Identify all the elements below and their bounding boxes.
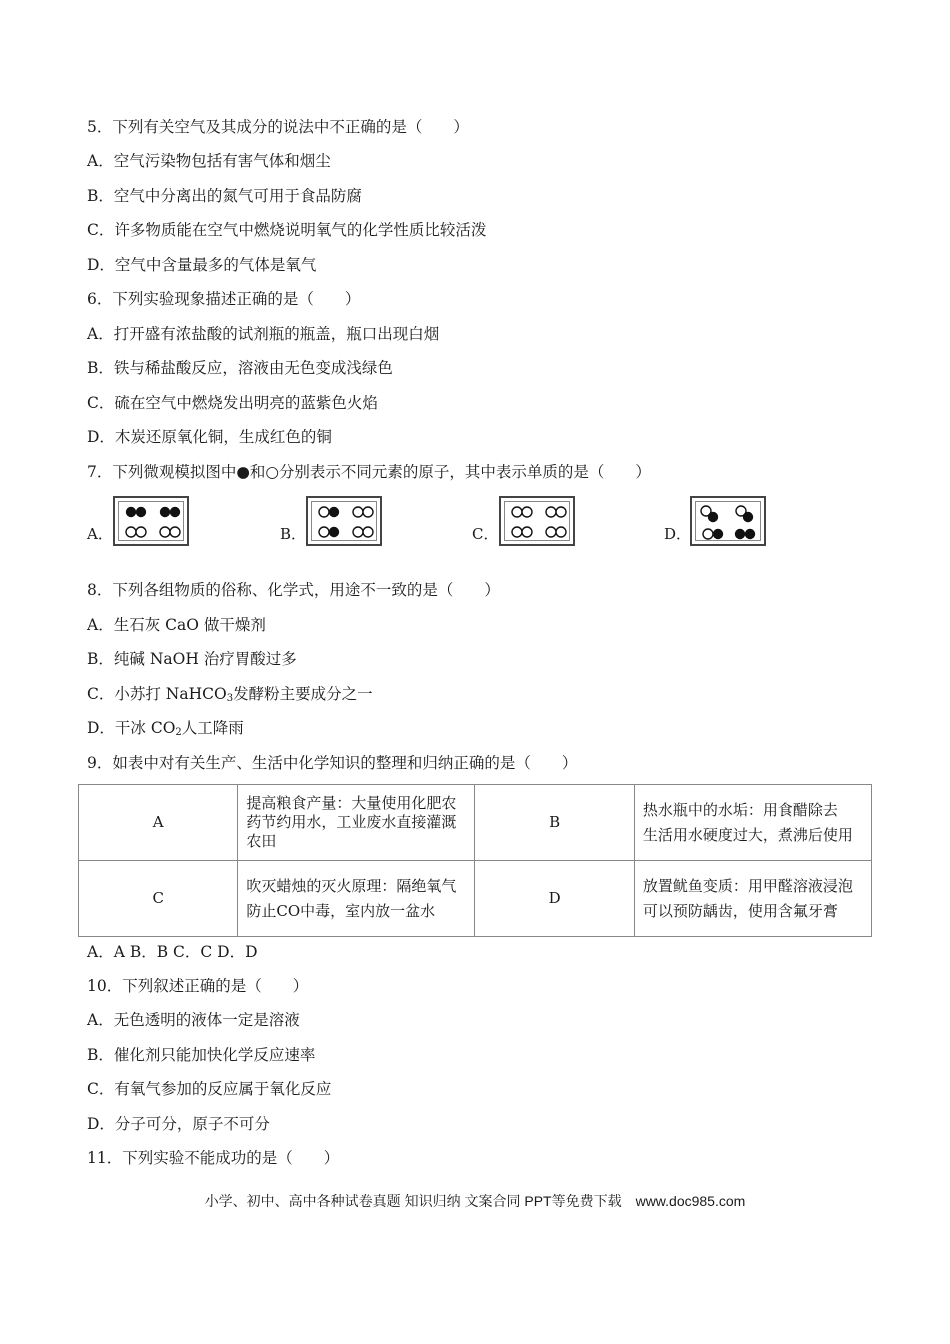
- q10-stem: 10．下列叙述正确的是（ ）: [87, 977, 309, 995]
- q5-option-d: D．空气中含量最多的气体是氧气: [87, 256, 317, 274]
- q7-diagram-c: [499, 496, 575, 546]
- q7-stem: 7．下列微观模拟图中●和○分别表示不同元素的原子，其中表示单质的是（ ）: [87, 463, 651, 481]
- q6-option-c: C．硫在空气中燃烧发出明亮的蓝紫色火焰: [87, 394, 378, 412]
- q5-option-b: B．空气中分离出的氮气可用于食品防腐: [87, 187, 362, 205]
- q10-option-a: A．无色透明的液体一定是溶液: [87, 1011, 300, 1029]
- q7-label-a: A．: [87, 525, 113, 543]
- cell-text-b: 热水瓶中的水垢：用食醋除去 生活用水硬度过大，煮沸后使用: [634, 785, 871, 861]
- q7-label-b: B．: [280, 525, 307, 543]
- q8-option-d: D．干冰 $CO_2$人工降雨: [87, 719, 244, 738]
- knowledge-table: [78, 784, 872, 937]
- q5-option-c: C．许多物质能在空气中燃烧说明氧气的化学性质比较活泼: [87, 221, 487, 239]
- q7-diagram-b: [306, 496, 382, 546]
- q10-option-b: B．催化剂只能加快化学反应速率: [87, 1046, 316, 1064]
- cell-label-c: C: [79, 861, 238, 937]
- cell-label-b: B: [475, 785, 634, 861]
- cell-text-c: 吹灭蜡烛的灭火原理：隔绝氧气 防止CO中毒，室内放一盆水: [238, 861, 475, 937]
- cell-text-a: 提高粮食产量：大量使用化肥农药节约用水，工业废水直接灌溉农田: [238, 785, 475, 861]
- q7-diagram-a: [113, 496, 189, 546]
- q6-option-d: D．木炭还原氧化铜，生成红色的铜: [87, 428, 332, 446]
- q7-label-c: C．: [472, 525, 499, 543]
- q11-stem: 11．下列实验不能成功的是（ ）: [87, 1149, 340, 1167]
- page-footer: 小学、初中、高中各种试卷真题 知识归纳 文案合同 PPT等免费下载 www.doc985.com: [204, 1193, 746, 1209]
- q10-option-c: C．有氧气参加的反应属于氧化反应: [87, 1080, 332, 1098]
- cell-label-a: A: [79, 785, 238, 861]
- q8-stem: 8．下列各组物质的俗称、化学式，用途不一致的是（ ）: [87, 581, 500, 599]
- cell-label-d: D: [475, 861, 634, 937]
- q5-stem: 5．下列有关空气及其成分的说法中不正确的是（ ）: [87, 118, 469, 136]
- q10-option-d: D．分子可分，原子不可分: [87, 1115, 270, 1133]
- q9-stem: 9．如表中对有关生产、生活中化学知识的整理和归纳正确的是（ ）: [87, 754, 578, 772]
- cell-text-d: 放置鱿鱼变质：用甲醛溶液浸泡 可以预防龋齿，使用含氟牙膏: [634, 861, 871, 937]
- q6-option-a: A．打开盛有浓盐酸的试剂瓶的瓶盖，瓶口出现白烟: [87, 325, 440, 343]
- q7-diagram-d: [690, 496, 766, 546]
- q9-options: A．A B．B C．C D．D: [87, 943, 258, 961]
- q8-option-a: A．生石灰 CaO 做干燥剂: [87, 616, 266, 634]
- q5-option-a: A．空气污染物包括有害气体和烟尘: [87, 152, 331, 170]
- q6-stem: 6．下列实验现象描述正确的是（ ）: [87, 290, 361, 308]
- q8-option-c: C．小苏打 NaHCO$_3$发酵粉主要成分之一: [87, 685, 373, 704]
- q6-option-b: B．铁与稀盐酸反应，溶液由无色变成浅绿色: [87, 359, 393, 377]
- q8-option-b: B．纯碱 NaOH 治疗胃酸过多: [87, 650, 297, 668]
- q7-label-d: D．: [664, 525, 692, 543]
